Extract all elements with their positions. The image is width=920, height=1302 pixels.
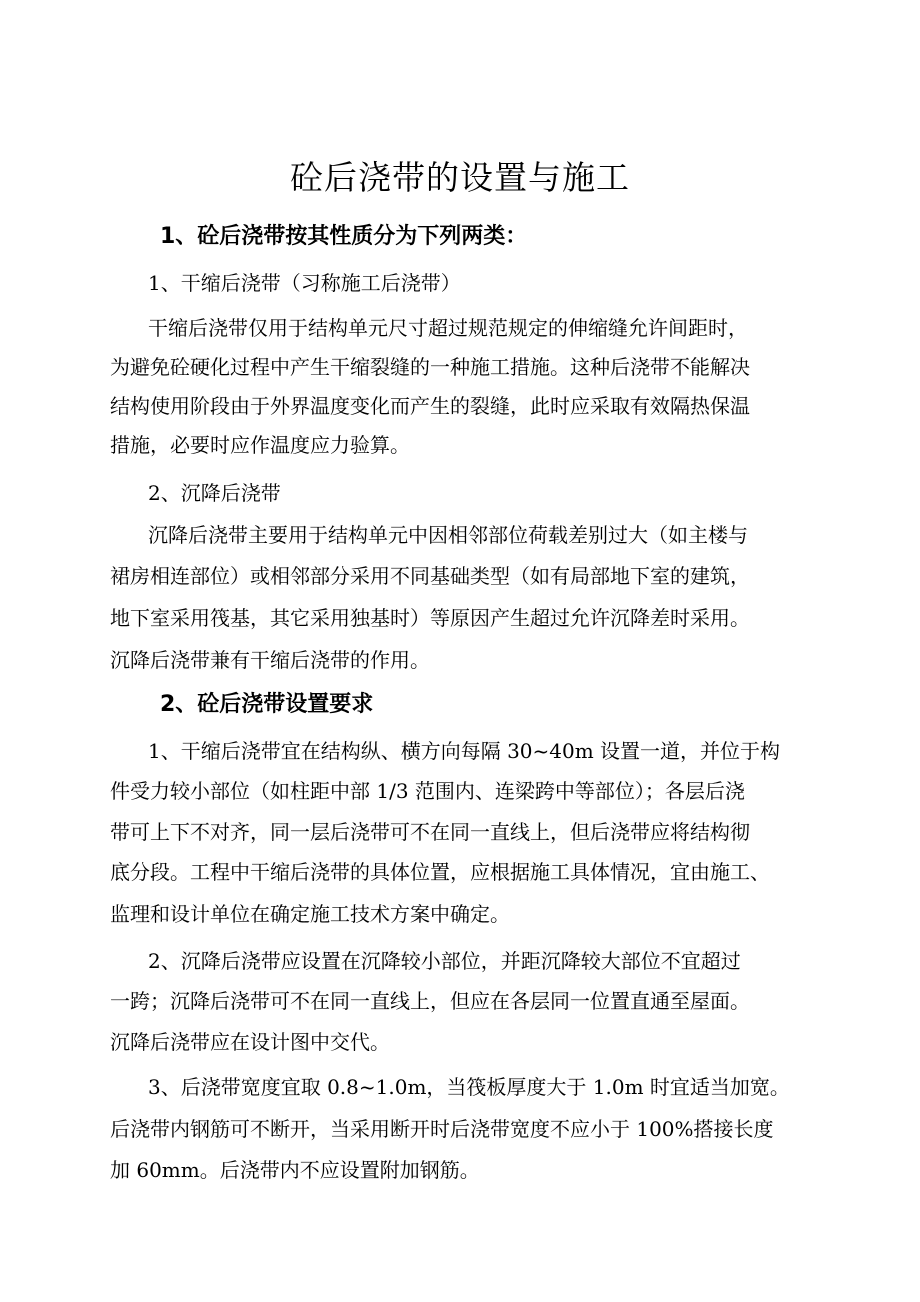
- subheading: 2、沉降后浇带: [148, 481, 281, 505]
- paragraph-line: 裙房相连部位）或相邻部分采用不同基础类型（如有局部地下室的建筑，: [110, 564, 750, 588]
- paragraph-line: 沉降后浇带应在设计图中交代。: [110, 1030, 390, 1054]
- subheading: 1、干缩后浇带（习称施工后浇带）: [148, 271, 461, 295]
- paragraph-line: 结构使用阶段由于外界温度变化而产生的裂缝，此时应采取有效隔热保温: [110, 394, 750, 418]
- paragraph-line: 地下室采用筏基，其它采用独基时）等原因产生超过允许沉降差时采用。: [110, 606, 750, 630]
- paragraph-line: 措施，必要时应作温度应力验算。: [110, 433, 410, 457]
- paragraph-line: 沉降后浇带主要用于结构单元中因相邻部位荷载差别过大（如主楼与: [148, 523, 748, 547]
- paragraph-line: 干缩后浇带仅用于结构单元尺寸超过规范规定的伸缩缝允许间距时，: [148, 316, 748, 340]
- paragraph-line: 2、沉降后浇带应设置在沉降较小部位，并距沉降较大部位不宜超过: [148, 949, 741, 973]
- paragraph-line: 一跨；沉降后浇带可不在同一直线上，但应在各层同一位置直通至屋面。: [110, 989, 750, 1013]
- paragraph-line: 监理和设计单位在确定施工技术方案中确定。: [110, 902, 510, 926]
- paragraph-line: 为避免砼硬化过程中产生干缩裂缝的一种施工措施。这种后浇带不能解决: [110, 355, 750, 379]
- paragraph-line: 件受力较小部位（如柱距中部 1/3 范围内、连梁跨中等部位）；各层后浇: [110, 779, 745, 803]
- section-heading: 1、砼后浇带按其性质分为下列两类：: [160, 224, 528, 249]
- paragraph-line: 沉降后浇带兼有干缩后浇带的作用。: [110, 648, 430, 672]
- paragraph-line: 加 60mm。后浇带内不应设置附加钢筋。: [110, 1158, 480, 1182]
- paragraph-line: 后浇带内钢筋可不断开，当采用断开时后浇带宽度不应小于 100%搭接长度: [110, 1117, 774, 1141]
- paragraph-line: 底分段。工程中干缩后浇带的具体位置，应根据施工具体情况，宜由施工、: [110, 860, 770, 884]
- section-heading: 2、砼后浇带设置要求: [160, 692, 374, 717]
- paragraph-line: 带可上下不对齐，同一层后浇带可不在同一直线上，但后浇带应将结构彻: [110, 820, 750, 844]
- paragraph-line: 1、干缩后浇带宜在结构纵、横方向每隔 30~40m 设置一道，并位于构: [148, 739, 781, 763]
- page-title: 砼后浇带的设置与施工: [290, 158, 630, 197]
- paragraph-line: 3、后浇带宽度宜取 0.8~1.0m，当筏板厚度大于 1.0m 时宜适当加宽。: [148, 1075, 790, 1099]
